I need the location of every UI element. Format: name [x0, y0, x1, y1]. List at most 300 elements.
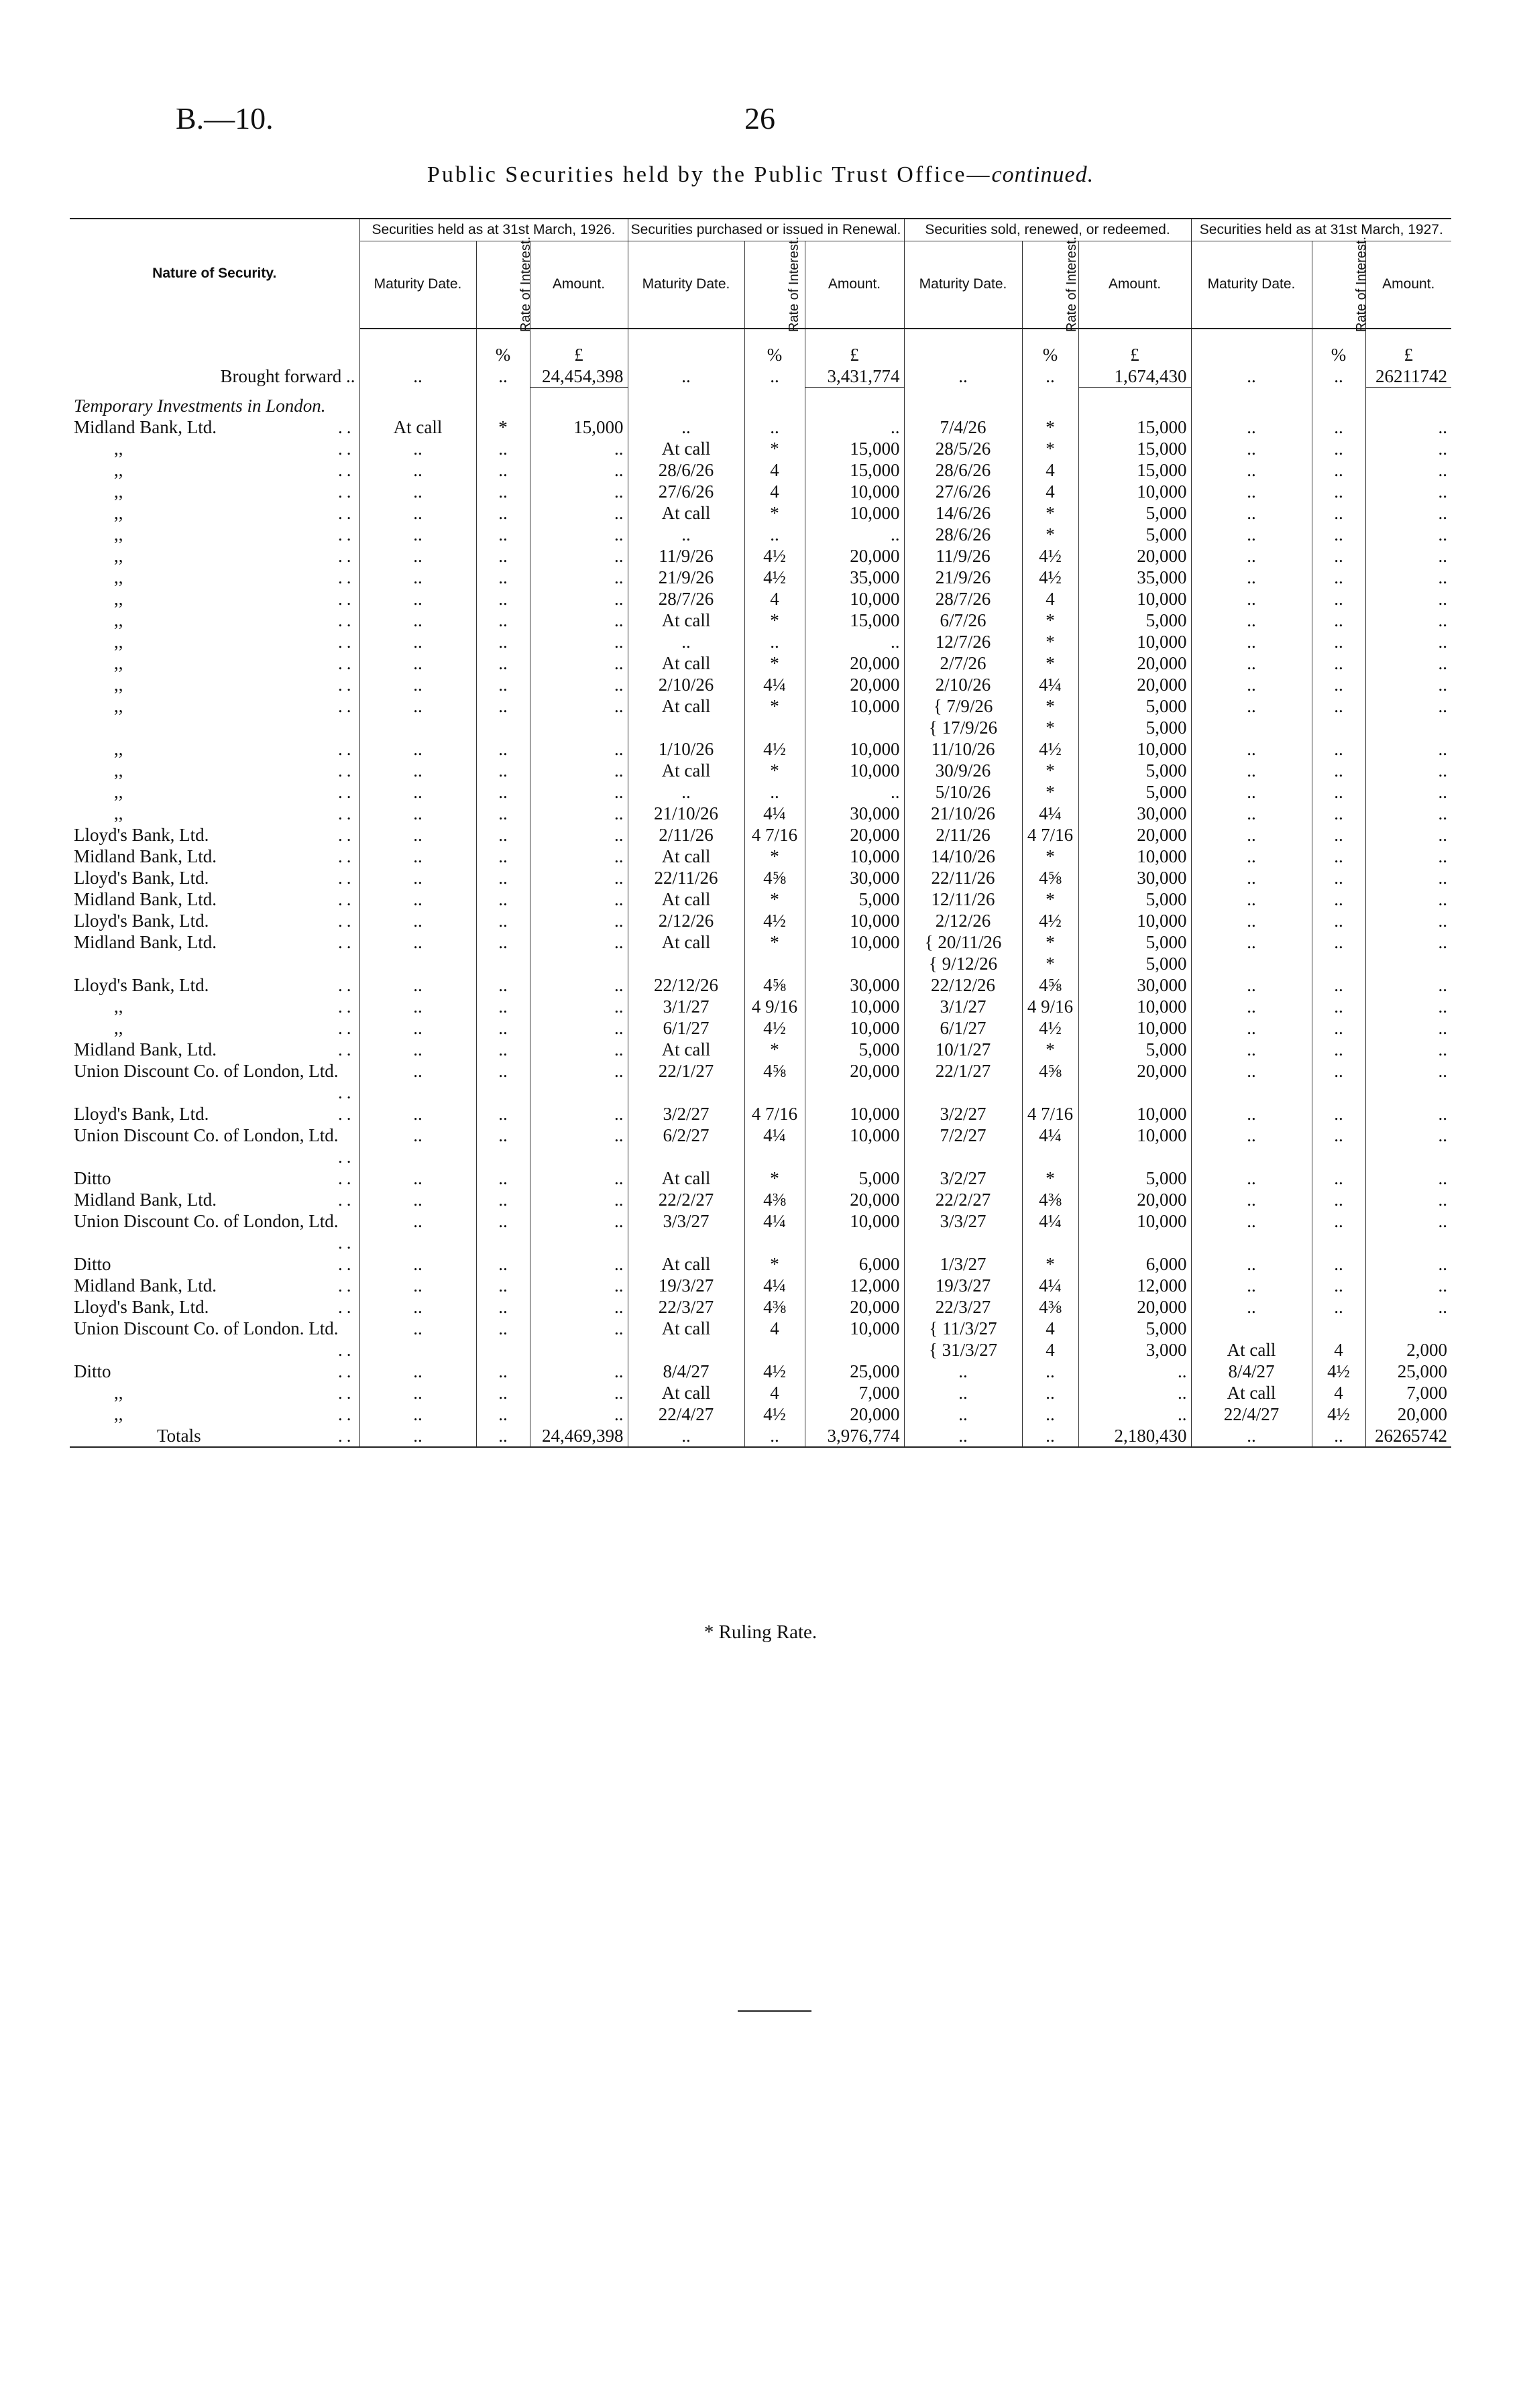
security-name [70, 524, 359, 545]
table-row [70, 888, 1451, 910]
cell-dots: .. [476, 524, 530, 545]
cell-a3: 10,000 [1078, 1103, 1191, 1125]
leader-dots: .. [338, 610, 355, 630]
security-name [70, 438, 359, 459]
cell-a2: 35,000 [805, 567, 904, 588]
cell-dots: .. [1365, 1125, 1451, 1167]
cell-dots: .. [476, 824, 530, 846]
cell-dots: .. [1191, 1017, 1312, 1039]
cell-r2: * [744, 1167, 805, 1189]
cell-m3: 2/12/26 [904, 910, 1022, 931]
cell-r2: 4¼ [744, 1275, 805, 1296]
cell-r2: * [744, 502, 805, 524]
security-name [70, 1253, 359, 1275]
cell-dots: .. [530, 888, 628, 910]
security-name-text: ,, [114, 653, 123, 673]
cell-dots: .. [1312, 545, 1365, 567]
cell-dots: .. [530, 781, 628, 803]
cell-r2: * [744, 931, 805, 974]
cell-dots: .. [1191, 524, 1312, 545]
security-name-text: ,, [114, 481, 123, 502]
cell-m3: 7/2/27 [904, 1125, 1022, 1167]
cell-a2: 10,000 [805, 1103, 904, 1125]
unit-pct: % [744, 329, 805, 365]
cell-m3: 10/1/27 [904, 1039, 1022, 1060]
cell-m3: 21/9/26 [904, 567, 1022, 588]
cell-dots: .. [1191, 1060, 1312, 1103]
cell-m2: At call [628, 1039, 744, 1060]
security-name [70, 1275, 359, 1296]
cell-dots: .. [1312, 846, 1365, 867]
cell-m2: At call [628, 1167, 744, 1189]
leader-dots: .. [338, 632, 355, 652]
leader-dots: .. [338, 782, 355, 802]
cell-m2: At call [628, 760, 744, 781]
cell-dots: .. [1365, 610, 1451, 631]
cell-a3: 5,000 [1078, 610, 1191, 631]
cell-dots: .. [530, 481, 628, 502]
cell-a3: 5,000 [1078, 888, 1191, 910]
security-name-text: ,, [114, 1018, 123, 1038]
cell-dots: .. [1312, 974, 1365, 996]
cell-dots: .. [530, 438, 628, 459]
cell-r2: 4½ [744, 545, 805, 567]
cell-m2: 22/1/27 [628, 1060, 744, 1103]
leader-dots: .. [338, 1297, 355, 1317]
cell-dots: .. [530, 1275, 628, 1296]
security-name-text: Lloyd's Bank, Ltd. [74, 868, 209, 888]
cell-m4: 22/4/27 [1191, 1403, 1312, 1425]
total-amount-1: 24,469,398 [530, 1425, 628, 1447]
cell-dots: .. [530, 1017, 628, 1039]
cell-dots: .. [476, 781, 530, 803]
cell-dots: .. [1365, 1296, 1451, 1318]
cell-a3: 5,000 [1078, 760, 1191, 781]
cell-dots: .. [476, 888, 530, 910]
leader-dots: .. [338, 1039, 355, 1059]
cell-dots: .. [476, 1017, 530, 1039]
cell-dots: .. [1191, 1167, 1312, 1189]
table-row [70, 1039, 1451, 1060]
cell-a2: 30,000 [805, 974, 904, 996]
totals-row: Totals .. .. .. 24,469,398 .. .. 3,976,774 .. .. 2,180,430 .. .. 26265742 [70, 1425, 1451, 1447]
cell-a3: 5,000 [1078, 1039, 1191, 1060]
security-name-text: Ditto [74, 1254, 111, 1274]
cell-dots: .. [1365, 502, 1451, 524]
cell-m3: { 11/3/27 { 31/3/27 [904, 1318, 1022, 1361]
cell-r2: 4¼ [744, 803, 805, 824]
leader-dots: .. [338, 1104, 355, 1124]
cell-m3: 22/3/27 [904, 1296, 1022, 1318]
cell-dots: .. [530, 1296, 628, 1318]
cell-dots: .. [1365, 1167, 1451, 1189]
cell-dots: .. [1191, 610, 1312, 631]
cell-dots: .. [359, 996, 476, 1017]
cell-m2: 22/12/26 [628, 974, 744, 996]
cell-dots: .. [359, 1017, 476, 1039]
table-row [70, 1103, 1451, 1125]
cell-r3: 4¼ [1022, 674, 1078, 695]
cell-a3: 5,000 [1078, 1167, 1191, 1189]
leader-dots: .. [338, 1383, 355, 1403]
cell-m2: 22/11/26 [628, 867, 744, 888]
leader-dots: .. [338, 739, 355, 759]
cell-dots: .. [1365, 1189, 1451, 1210]
cell-dots: .. [1191, 738, 1312, 760]
security-name-text: Lloyd's Bank, Ltd. [74, 1297, 209, 1317]
leader-dots: .. [338, 1232, 355, 1253]
cell-r2: 4 [744, 1382, 805, 1403]
cell-r4: 4 [1312, 1382, 1365, 1403]
security-name [70, 1103, 359, 1125]
cell-dots: .. [1191, 502, 1312, 524]
security-name-text: Union Discount Co. of London. Ltd. [74, 1318, 339, 1338]
cell-dots: .. [1191, 631, 1312, 652]
cell-dots: .. [1191, 545, 1312, 567]
cell-dots: .. [530, 652, 628, 674]
cell-dots: .. [1022, 1403, 1078, 1425]
cell-dots: .. [1312, 524, 1365, 545]
cell-dots: .. [1312, 438, 1365, 459]
cell-dots: .. [530, 1382, 628, 1403]
page-number: 26 [744, 101, 775, 135]
leader-dots: .. [338, 460, 355, 480]
cell-dots: .. [1078, 1361, 1191, 1382]
cell-r2: 4¼ [744, 1125, 805, 1167]
cell-dots: .. [1365, 760, 1451, 781]
cell-r3: 4½ [1022, 738, 1078, 760]
cell-dots: .. [1365, 803, 1451, 824]
cell-dots: .. [1191, 824, 1312, 846]
cell-dots: .. [359, 1210, 476, 1253]
cell-dots: .. [1191, 1189, 1312, 1210]
table-row [70, 481, 1451, 502]
security-name [70, 1296, 359, 1318]
cell-a2: 25,000 [805, 1361, 904, 1382]
cell-dots: .. [530, 803, 628, 824]
cell-a2: 5,000 [805, 1039, 904, 1060]
bf-amount-3: 1,674,430 [1078, 365, 1191, 388]
cell-dots: .. [530, 631, 628, 652]
security-name-text: ,, [114, 567, 123, 587]
security-name [70, 1039, 359, 1060]
cell-dots: .. [1191, 674, 1312, 695]
cell-dots: .. [476, 803, 530, 824]
security-name-text: Ditto [74, 1168, 111, 1188]
cell-dots: .. [1312, 1017, 1365, 1039]
bf-amount-1: 24,454,398 [530, 365, 628, 388]
cell-dots: .. [1191, 1039, 1312, 1060]
cell-m2: 22/3/27 [628, 1296, 744, 1318]
leader-dots: .. [338, 1404, 355, 1424]
security-name [70, 695, 359, 738]
table-row [70, 502, 1451, 524]
cell-a2: 15,000 [805, 438, 904, 459]
cell-dots: .. [530, 846, 628, 867]
col-rate-1: Rate of Interest. [476, 241, 530, 329]
cell-dots: .. [476, 610, 530, 631]
table-row [70, 760, 1451, 781]
security-name [70, 1318, 359, 1361]
cell-a2: 20,000 [805, 1189, 904, 1210]
cell-dots: .. [1191, 416, 1312, 438]
cell-dots: .. [476, 996, 530, 1017]
cell-r4: 4½ [1312, 1361, 1365, 1382]
cell-dots: .. [530, 1125, 628, 1167]
cell-m2: At call [628, 652, 744, 674]
cell-dots: .. [904, 1382, 1022, 1403]
cell-dots: .. [359, 481, 476, 502]
cell-dots: .. [1191, 1275, 1312, 1296]
cell-a3: 10,000 [1078, 1210, 1191, 1253]
cell-dots: .. [1312, 803, 1365, 824]
security-name [70, 1210, 359, 1253]
cell-dots: .. [1312, 695, 1365, 738]
securities-table [70, 218, 1451, 1450]
cell-r2: * [744, 1253, 805, 1275]
cell-dots: .. [530, 1361, 628, 1382]
cell-dots: .. [359, 438, 476, 459]
cell-dots: .. [1191, 1253, 1312, 1275]
cell-r3: * * [1022, 931, 1078, 974]
cell-m3: 12/7/26 [904, 631, 1022, 652]
cell-dots: .. [530, 1167, 628, 1189]
cell-dots: .. [530, 824, 628, 846]
table-row [70, 1060, 1451, 1103]
cell-r3: 4 7/16 [1022, 824, 1078, 846]
cell-dots: .. [476, 738, 530, 760]
cell-dots: .. [530, 545, 628, 567]
cell-dots: .. [1191, 781, 1312, 803]
col-maturity-3: Maturity Date. [904, 241, 1022, 329]
cell-a2: 20,000 [805, 1403, 904, 1425]
cell-a3: 20,000 [1078, 1296, 1191, 1318]
cell-dots: .. [1022, 1361, 1078, 1382]
cell-dots: .. [1365, 524, 1451, 545]
cell-m3: 22/2/27 [904, 1189, 1022, 1210]
cell-m3: 14/6/26 [904, 502, 1022, 524]
cell-a2: 10,000 [805, 1017, 904, 1039]
cell-m2: At call [628, 888, 744, 910]
cell-dots: .. [476, 1039, 530, 1060]
cell-dots: .. [628, 416, 744, 438]
cell-dots: .. [530, 1210, 628, 1253]
group-held-1926: Securities held as at 31st March, 1926. [359, 219, 628, 241]
table-row [70, 631, 1451, 652]
cell-a4: 20,000 [1365, 1403, 1451, 1425]
cell-a2: 10,000 [805, 996, 904, 1017]
cell-r2: * [744, 846, 805, 867]
security-name [70, 545, 359, 567]
leader-dots: .. [338, 975, 355, 995]
cell-dots: .. [904, 1403, 1022, 1425]
cell-dots: .. [359, 974, 476, 996]
cell-r3: * [1022, 610, 1078, 631]
leader-dots: .. [338, 1254, 355, 1274]
security-name-text: Union Discount Co. of London, Ltd. [74, 1211, 339, 1231]
cell-dots: .. [1191, 652, 1312, 674]
col-rate-3: Rate of Interest. [1022, 241, 1078, 329]
cell-m3: 28/6/26 [904, 524, 1022, 545]
cell-dots: .. [530, 931, 628, 974]
cell-a3: 10,000 [1078, 1125, 1191, 1167]
cell-dots: .. [1365, 674, 1451, 695]
cell-dots: .. [1365, 996, 1451, 1017]
cell-a2: 10,000 [805, 910, 904, 931]
cell-a3: 15,000 [1078, 459, 1191, 481]
table-row [70, 1167, 1451, 1189]
cell-a3: 5,000 3,000 [1078, 1318, 1191, 1361]
security-name [70, 781, 359, 803]
cell-dots: .. [1191, 888, 1312, 910]
cell-r2: 4 7/16 [744, 824, 805, 846]
security-name [70, 803, 359, 824]
cell-dots: .. [476, 1125, 530, 1167]
cell-dots: .. [359, 931, 476, 974]
cell-m3: 22/11/26 [904, 867, 1022, 888]
cell-a3: 5,000 5,000 [1078, 931, 1191, 974]
cell-dots: .. [1312, 996, 1365, 1017]
cell-r2: 4⅜ [744, 1296, 805, 1318]
cell-m2: 2/10/26 [628, 674, 744, 695]
group-sold: Securities sold, renewed, or redeemed. [904, 219, 1191, 241]
table-header [70, 219, 1451, 333]
cell-a2: 6,000 [805, 1253, 904, 1275]
cell-dots: .. [1191, 1125, 1312, 1167]
cell-m4: 8/4/27 [1191, 1361, 1312, 1382]
cell-dots: .. [1312, 652, 1365, 674]
cell-m3: 5/10/26 [904, 781, 1022, 803]
cell-m2: 2/12/26 [628, 910, 744, 931]
cell-a2: 12,000 [805, 1275, 904, 1296]
cell-r3: 4¼ [1022, 1125, 1078, 1167]
cell-dots: .. [1312, 931, 1365, 974]
cell-dots: .. [1191, 996, 1312, 1017]
cell-r3: * [1022, 524, 1078, 545]
cell-dots: .. [1365, 738, 1451, 760]
cell-m3: 1/3/27 [904, 1253, 1022, 1275]
cell-a2: 5,000 [805, 1167, 904, 1189]
cell-a3: 20,000 [1078, 824, 1191, 846]
group-held-1927: Securities held as at 31st March, 1927. [1191, 219, 1451, 241]
cell-dots: .. [1191, 438, 1312, 459]
cell-dots: .. [476, 1189, 530, 1210]
cell-dots: .. [1312, 781, 1365, 803]
cell-dots: .. [1365, 824, 1451, 846]
security-name-text: ,, [114, 1404, 123, 1424]
table-row [70, 931, 1451, 974]
cell-dots: .. [1191, 867, 1312, 888]
cell-dots: .. [476, 1296, 530, 1318]
cell-dots: .. [1312, 1060, 1365, 1103]
cell-r3: * [1022, 846, 1078, 867]
cell-m2: 6/1/27 [628, 1017, 744, 1039]
cell-dots: .. [1191, 931, 1312, 974]
cell-dots: .. [530, 1403, 628, 1425]
leader-dots: .. [338, 1168, 355, 1188]
cell-r3: * [1022, 631, 1078, 652]
cell-m2: At call [628, 438, 744, 459]
cell-dots: .. [1312, 567, 1365, 588]
cell-dots: .. [476, 931, 530, 974]
cell-m3: 3/1/27 [904, 996, 1022, 1017]
cell-dots: .. [1191, 567, 1312, 588]
cell-dots: .. [530, 588, 628, 610]
cell-dots: .. [1312, 910, 1365, 931]
cell-r3: 4½ [1022, 1017, 1078, 1039]
cell-dots: .. [1312, 588, 1365, 610]
cell-dots: .. [476, 910, 530, 931]
page-title [0, 162, 1521, 188]
cell-dots: .. [359, 846, 476, 867]
cell-dots: .. [476, 760, 530, 781]
security-name-text: ,, [114, 803, 123, 823]
leader-dots: .. [338, 439, 355, 459]
security-name [70, 867, 359, 888]
cell-a3: 10,000 [1078, 738, 1191, 760]
cell-dots: .. [805, 631, 904, 652]
cell-m3: 22/12/26 [904, 974, 1022, 996]
cell-dots: .. [359, 1318, 476, 1361]
leader-dots: .. [338, 760, 355, 781]
cell-dots: .. [530, 695, 628, 738]
cell-dots: .. [1365, 1253, 1451, 1275]
security-name-text: Union Discount Co. of London, Ltd. [74, 1125, 339, 1145]
cell-dots: .. [359, 910, 476, 931]
cell-dots: .. [359, 1167, 476, 1189]
leader-dots: .. [338, 1340, 355, 1360]
cell-dots: .. [476, 674, 530, 695]
cell-a4: 2,000 [1365, 1318, 1451, 1361]
cell-a2: 30,000 [805, 803, 904, 824]
cell-dots: .. [530, 1253, 628, 1275]
cell-r3: 4¼ [1022, 1210, 1078, 1253]
cell-r3: * [1022, 1039, 1078, 1060]
cell-dots: .. [1365, 459, 1451, 481]
cell-dots: .. [1312, 1275, 1365, 1296]
cell-r2: 4½ [744, 1017, 805, 1039]
cell-r2: 4 [744, 588, 805, 610]
cell-dots: .. [476, 1318, 530, 1361]
cell-dots: .. [1365, 652, 1451, 674]
cell-dots: .. [530, 738, 628, 760]
cell-r2: 4⅜ [744, 1189, 805, 1210]
cell-dots: .. [359, 1060, 476, 1103]
cell-dots: .. [904, 1361, 1022, 1382]
security-name [70, 1017, 359, 1039]
cell-dots: .. [530, 1318, 628, 1361]
cell-dots: .. [530, 674, 628, 695]
cell-r3: * [1022, 438, 1078, 459]
leader-dots: .. [338, 911, 355, 931]
cell-m3: 28/7/26 [904, 588, 1022, 610]
security-name-text: ,, [114, 439, 123, 459]
cell-dots: .. [530, 459, 628, 481]
cell-a2: 20,000 [805, 1060, 904, 1103]
document-reference: B.—10. [176, 101, 274, 135]
security-name [70, 652, 359, 674]
cell-a3: 10,000 [1078, 996, 1191, 1017]
cell-dots: .. [359, 824, 476, 846]
security-name-text: ,, [114, 524, 123, 544]
total-amount-2: 3,976,774 [805, 1425, 904, 1447]
total-amount-4: 26265742 [1365, 1425, 1451, 1447]
table-row [70, 1361, 1451, 1382]
cell-dots: .. [1365, 931, 1451, 974]
cell-dots: .. [476, 867, 530, 888]
cell-a3: 6,000 [1078, 1253, 1191, 1275]
cell-dots: .. [359, 888, 476, 910]
